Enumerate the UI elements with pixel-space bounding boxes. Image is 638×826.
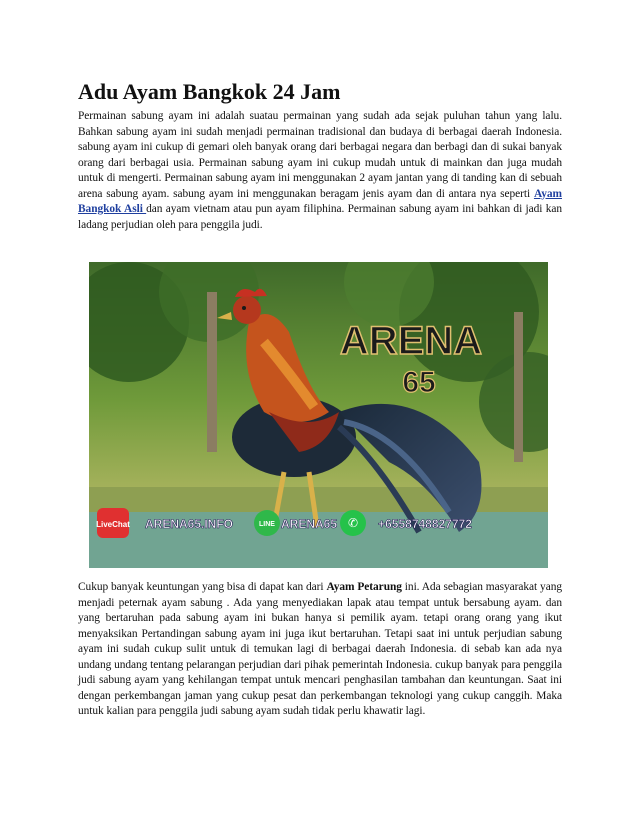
livechat-label: LiveChat — [96, 520, 130, 529]
line-label: LINE — [259, 521, 275, 528]
svg-text:✆: ✆ — [347, 516, 359, 530]
site-url: ARENA65.INFO — [144, 517, 234, 531]
rooster-photo — [89, 262, 548, 568]
intro-text-continued: dan ayam vietnam atau pun ayam filiphina. Permainan sabung ayam ini bahkan di jadi kan ladang perjudian oleh para penggila judi. — [78, 203, 563, 231]
page-title: Adu Ayam Bangkok 24 Jam — [78, 79, 341, 104]
body-text: Cukup banyak keuntungan yang bisa di dapat kan dari — [78, 581, 327, 593]
ayam-bangkok-asli-link[interactable]: Ayam Bangkok Asli — [78, 187, 562, 215]
document-body — [78, 78, 562, 233]
intro-text: Permainan sabung ayam ini adalah suatau permainan yang sudah ada sejak puluhan tahun yang lalu. Bahkan sabung ayam ini sudah menjadi permainan tradisional dan budaya di berbagai daerah Indonesia. sabung ayam ini cukup di gemari oleh banyak orang dari berbagai negara dan berbagi dan di sukai banyak orang dari berbagai usia. Permainan sabung ayam ini cukup mudah untuk di mainkan dan juga mudah untuk di mengerti. Permainan sabung ayam ini menggunakan 2 ayam jantan yang di tanding kan di sebuah arena sabung ayam. sabung ayam ini menggunakan beragam jenis ayam dan di antara nya seperti — [78, 110, 562, 200]
arena-logo-number: 65 — [402, 366, 436, 399]
line-id: ARENA65 — [280, 517, 338, 531]
arena-logo-text: ARENA — [339, 319, 483, 363]
intro-paragraph — [78, 109, 562, 233]
body-text-continued: ini. Ada sebagian masyarakat yang menjadi peternak ayam sabung . Ada yang menyediakan lapak atau tempat untuk bersabung ayam. dan yang bertaruhan pada sabung ayam ini bukan hanya si pemilik ayam. tetapi orang orang yang ikut menyaksikan Pertandingan sabung ayam ini juga ikut bertaruhan. Tetapi saat ini untuk perjudian sabung ayam ini sudah cukup sulit untuk di temukan lagi di berbagai daerah Indonesia. di sebab kan ada nya undang undang tentang pelarangan perjudian dari pihak pemerintah Indonesia. cukup banyak para penggila judi sabung ayam yang kehilangan tempat untuk mencari penghasilan tambahan dan keuntungan. Saat ini dengan perkembangan jaman yang cukup pesat dan perkembangan teknologi yang cukup canggih. Maka untuk kalian para penggila judi sabung ayam sudah tidak perlu khawatir lagi. — [78, 581, 562, 717]
ayam-petarung-bold: Ayam Petarung — [326, 581, 402, 593]
body-paragraph — [78, 580, 562, 720]
phone-number: +6558748827772 — [378, 517, 472, 531]
